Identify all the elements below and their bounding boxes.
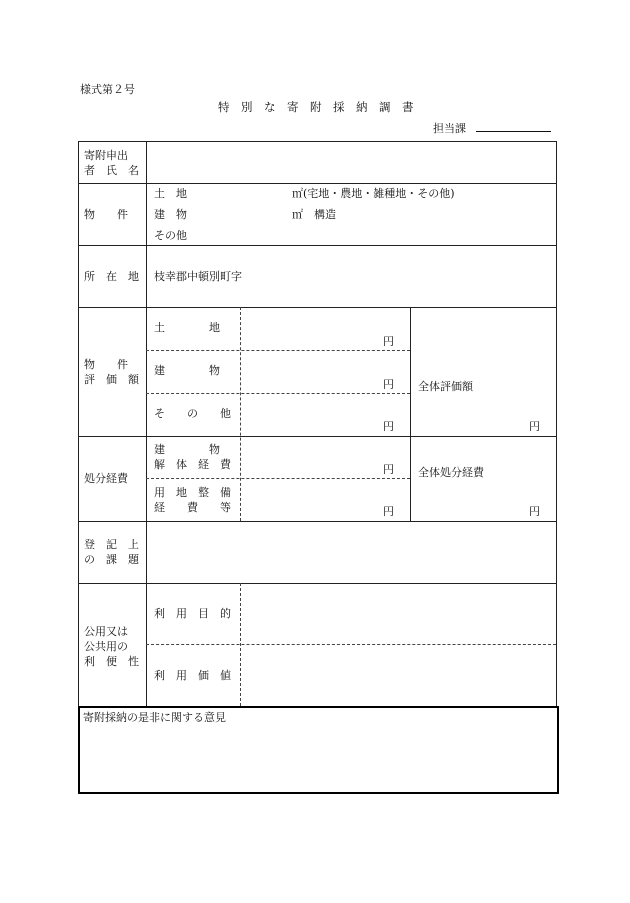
valuation-total-label: 全体評価額 (418, 380, 473, 393)
property-other: その他 (154, 229, 187, 242)
form-number: 様式第２号 (80, 83, 135, 96)
disposal-label: 処分経費 (84, 472, 128, 485)
registry-label-2: の 課 題 (84, 553, 139, 566)
valuation-building-yen: 円 (383, 378, 394, 391)
valuation-other-yen: 円 (383, 420, 394, 433)
public-use-label-3: 利 便 性 (84, 655, 139, 668)
public-use-label-2: 公共用の (84, 640, 128, 653)
valuation-land-label: 土 地 (154, 321, 220, 334)
donor-label-2: 者 氏 名 (84, 164, 139, 177)
disposal-total-label: 全体処分経費 (418, 466, 484, 479)
value-field[interactable] (243, 647, 554, 703)
property-label: 物 件 (84, 208, 128, 221)
value-label: 利 用 価 値 (154, 669, 231, 682)
disposal-site-label-2: 経 費 等 (154, 501, 231, 514)
valuation-building-label: 建 物 (154, 364, 220, 377)
valuation-other-label: そ の 他 (154, 407, 231, 420)
disposal-building-yen: 円 (383, 463, 394, 476)
disposal-site-label: 用 地 整 備 (154, 486, 231, 499)
disposal-total-yen: 円 (529, 505, 540, 518)
purpose-label: 利 用 目 的 (154, 607, 231, 620)
disposal-building-label-2: 解 体 経 費 (154, 458, 231, 471)
opinion-title: 寄附採納の是非に関する意見 (83, 711, 226, 724)
valuation-label: 物 件 (84, 358, 128, 371)
property-building-unit: ㎡ 構造 (292, 208, 336, 221)
property-land-unit: ㎡(宅地・農地・雑種地・その他) (292, 187, 455, 200)
location-label: 所 在 地 (84, 270, 139, 283)
registry-label: 登 記 上 (84, 538, 139, 551)
registry-field[interactable] (148, 523, 554, 581)
donor-label: 寄附申出 (84, 149, 128, 162)
disposal-building-label: 建 物 (154, 443, 220, 456)
department-label: 担当課 (433, 122, 466, 135)
valuation-total-yen: 円 (529, 420, 540, 433)
valuation-land-yen: 円 (383, 335, 394, 348)
disposal-site-yen: 円 (383, 505, 394, 518)
valuation-label-2: 評 価 額 (84, 373, 139, 386)
public-use-label: 公用又は (84, 625, 128, 638)
department-field[interactable] (476, 131, 551, 132)
property-land: 土 地 (154, 187, 187, 200)
donor-name-field[interactable] (148, 143, 554, 181)
location-value: 枝幸郡中頓別町字 (154, 270, 242, 283)
page-title: 特 別 な 寄 附 採 納 調 書 (218, 100, 414, 114)
purpose-field[interactable] (243, 586, 554, 642)
property-building: 建 物 (154, 208, 187, 221)
